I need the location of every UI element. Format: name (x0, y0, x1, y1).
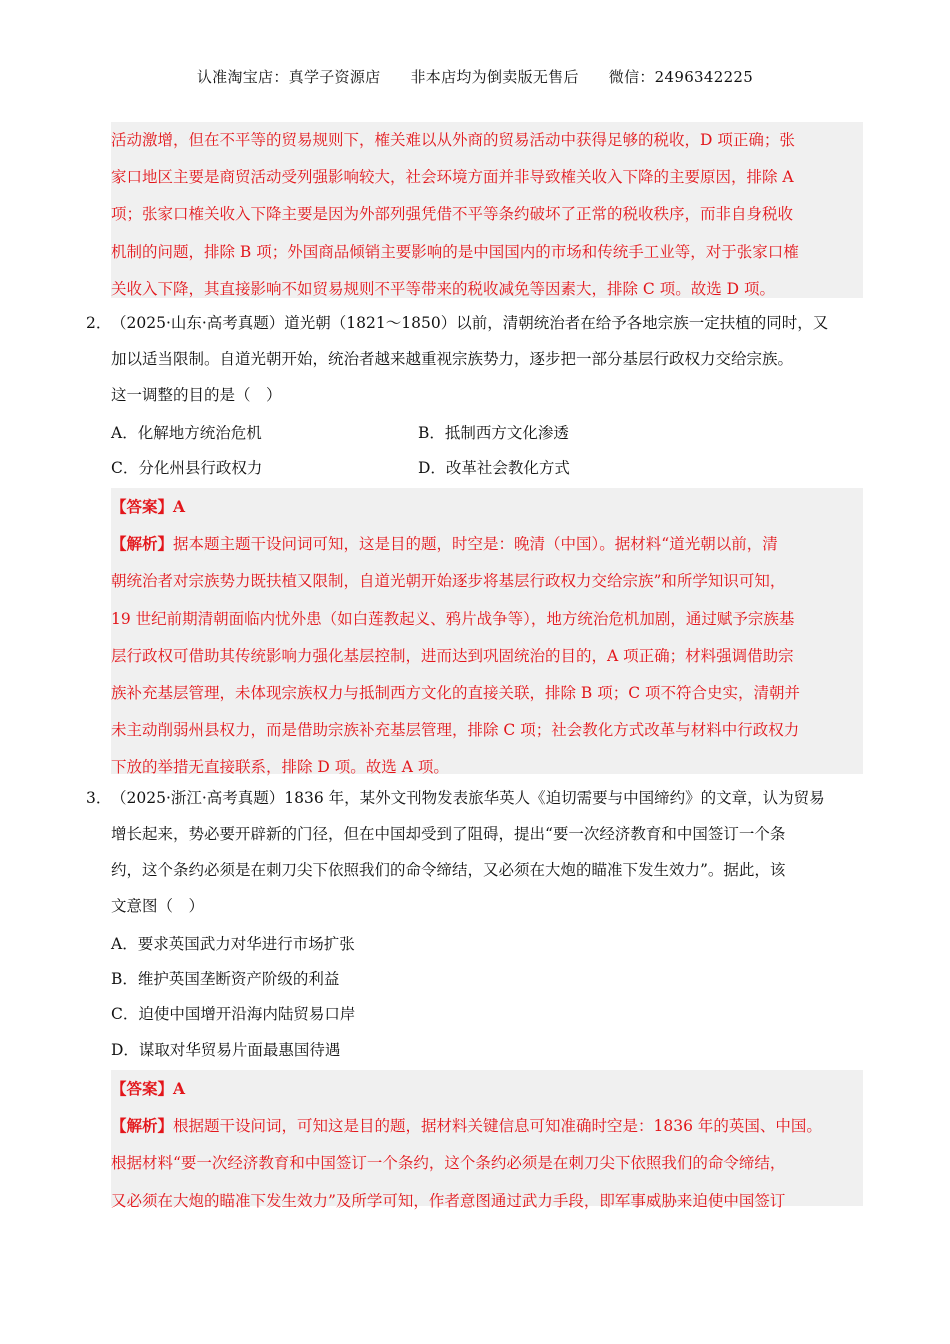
q3-option-b: B．维护英国垄断资产阶级的利益 (111, 970, 340, 988)
q3-answer-block (111, 1070, 863, 1210)
stem-line: 增长起来，势必要开辟新的门径，但在中国却受到了阻碍，提出“要一次经济教育和中国签订一个条 (111, 825, 786, 843)
analysis-line: 活动激增，但在不平等的贸易规则下，榷关难以从外商的贸易活动中获得足够的税收，D 项正确；张 (111, 131, 795, 149)
analysis-line: 项；张家口榷关收入下降主要是因为外部列强凭借不平等条约破坏了正常的税收秩序，而非自身税收 (111, 205, 794, 224)
prev-analysis-block (111, 122, 863, 298)
analysis-label: 【解析】 (111, 1116, 174, 1136)
stem-line: 约，这个条约必须是在刺刀尖下依照我们的命令缔结，又必须在大炮的瞄准下发生效力”。据此，该 (111, 861, 786, 879)
header-shop: 认准淘宝店：真学子资源店 (196, 68, 381, 86)
stem-line: 这一调整的目的是（ ） (111, 386, 282, 404)
question-stem (111, 780, 866, 924)
question-3 (86, 780, 866, 924)
q3-option-c: C．迫使中国增开沿海内陆贸易口岸 (111, 1005, 356, 1023)
stem-line: 文意图（ ） (111, 897, 205, 915)
analysis-line: 关收入下降，其直接影响不如贸易规则不平等带来的税收减免等因素大，排除 C 项。故选 D 项。 (111, 279, 775, 298)
q2-option-a: A．化解地方统治危机 (111, 424, 262, 442)
analysis-line: 19 世纪前期清朝面临内忧外患（如白莲教起义、鸦片战争等），地方统治危机加剧，通过赋予宗族基 (111, 609, 795, 628)
analysis-line: 根据材料“要一次经济教育和中国签订一个条约，这个条约必须是在刺刀尖下依照我们的命令缔结， (111, 1154, 786, 1173)
stem-line: 加以适当限制。自道光朝开始，统治者越来越重视宗族势力，逐步把一部分基层行政权力交给宗族。 (111, 350, 794, 368)
stem-line: （2025·浙江·高考真题）1836 年，某外文刊物发表旅华英人《迫切需要与中国缔约》的文章，认为贸易 (111, 789, 825, 807)
analysis-line: 机制的问题，排除 B 项；外国商品倾销主要影响的是中国国内的市场和传统手工业等，对于张家口榷 (111, 242, 799, 261)
analysis-line: 族补充基层管理，未体现宗族权力与抵制西方文化的直接关联，排除 B 项；C 项不符合史实，清朝并 (111, 684, 801, 703)
analysis-line: 未主动削弱州县权力，而是借助宗族补充基层管理，排除 C 项；社会教化方式改革与材料中行政权力 (111, 721, 800, 740)
q2-option-d: D．改革社会教化方式 (418, 459, 570, 477)
analysis-line: 层行政权可借助其传统影响力强化基层控制，进而达到巩固统治的目的，A 项正确；材料强调借助宗 (111, 646, 794, 665)
analysis-line: 又必须在大炮的瞄准下发生效力”及所学可知，作者意图通过武力手段，即军事威胁来迫使中国签订 (111, 1191, 786, 1210)
analysis-line (111, 525, 863, 563)
analysis-line: 下放的举措无直接联系，排除 D 项。故选 A 项。 (111, 758, 449, 777)
q3-option-d: D．谋取对华贸易片面最惠国待遇 (111, 1041, 341, 1059)
question-2 (86, 305, 866, 413)
stem-line: （2025·山东·高考真题）道光朝（1821～1850）以前，清朝统治者在给予各地宗族一定扶植的同时，又 (111, 314, 829, 332)
analysis-text: 根据题干设问词，可知这是目的题，据材料关键信息可知准确时空是：1836 年的英国、中国。 (173, 1117, 822, 1136)
analysis-prefix: 据 (173, 535, 189, 554)
question-number: 2． (86, 314, 112, 332)
question-stem (111, 305, 866, 413)
analysis-text: 本题主题干设问词可知，这是目的题，时空是：晚清（中国）。据材料“道光朝以前，清 (188, 535, 778, 554)
answer-label: 【答案】A (111, 1079, 186, 1098)
analysis-line (111, 1107, 863, 1145)
analysis-line: 朝统治者对宗族势力既扶植又限制，自道光朝开始逐步将基层行政权力交给宗族”和所学知识可知， (111, 572, 786, 591)
q2-option-b: B．抵制西方文化渗透 (418, 424, 569, 442)
question-number: 3． (86, 789, 112, 807)
page-header (0, 66, 950, 87)
header-wechat: 微信：2496342225 (608, 68, 754, 86)
header-notice: 非本店均为倒卖版无售后 (410, 68, 579, 86)
analysis-line: 家口地区主要是商贸活动受列强影响较大，社会环境方面并非导致榷关收入下降的主要原因，排除 A (111, 168, 794, 187)
analysis-label: 【解析】 (111, 534, 174, 554)
answer-label: 【答案】A (111, 497, 186, 516)
q2-answer-block (111, 488, 863, 777)
q2-option-c: C．分化州县行政权力 (111, 459, 263, 477)
q3-option-a: A．要求英国武力对华进行市场扩张 (111, 935, 355, 953)
